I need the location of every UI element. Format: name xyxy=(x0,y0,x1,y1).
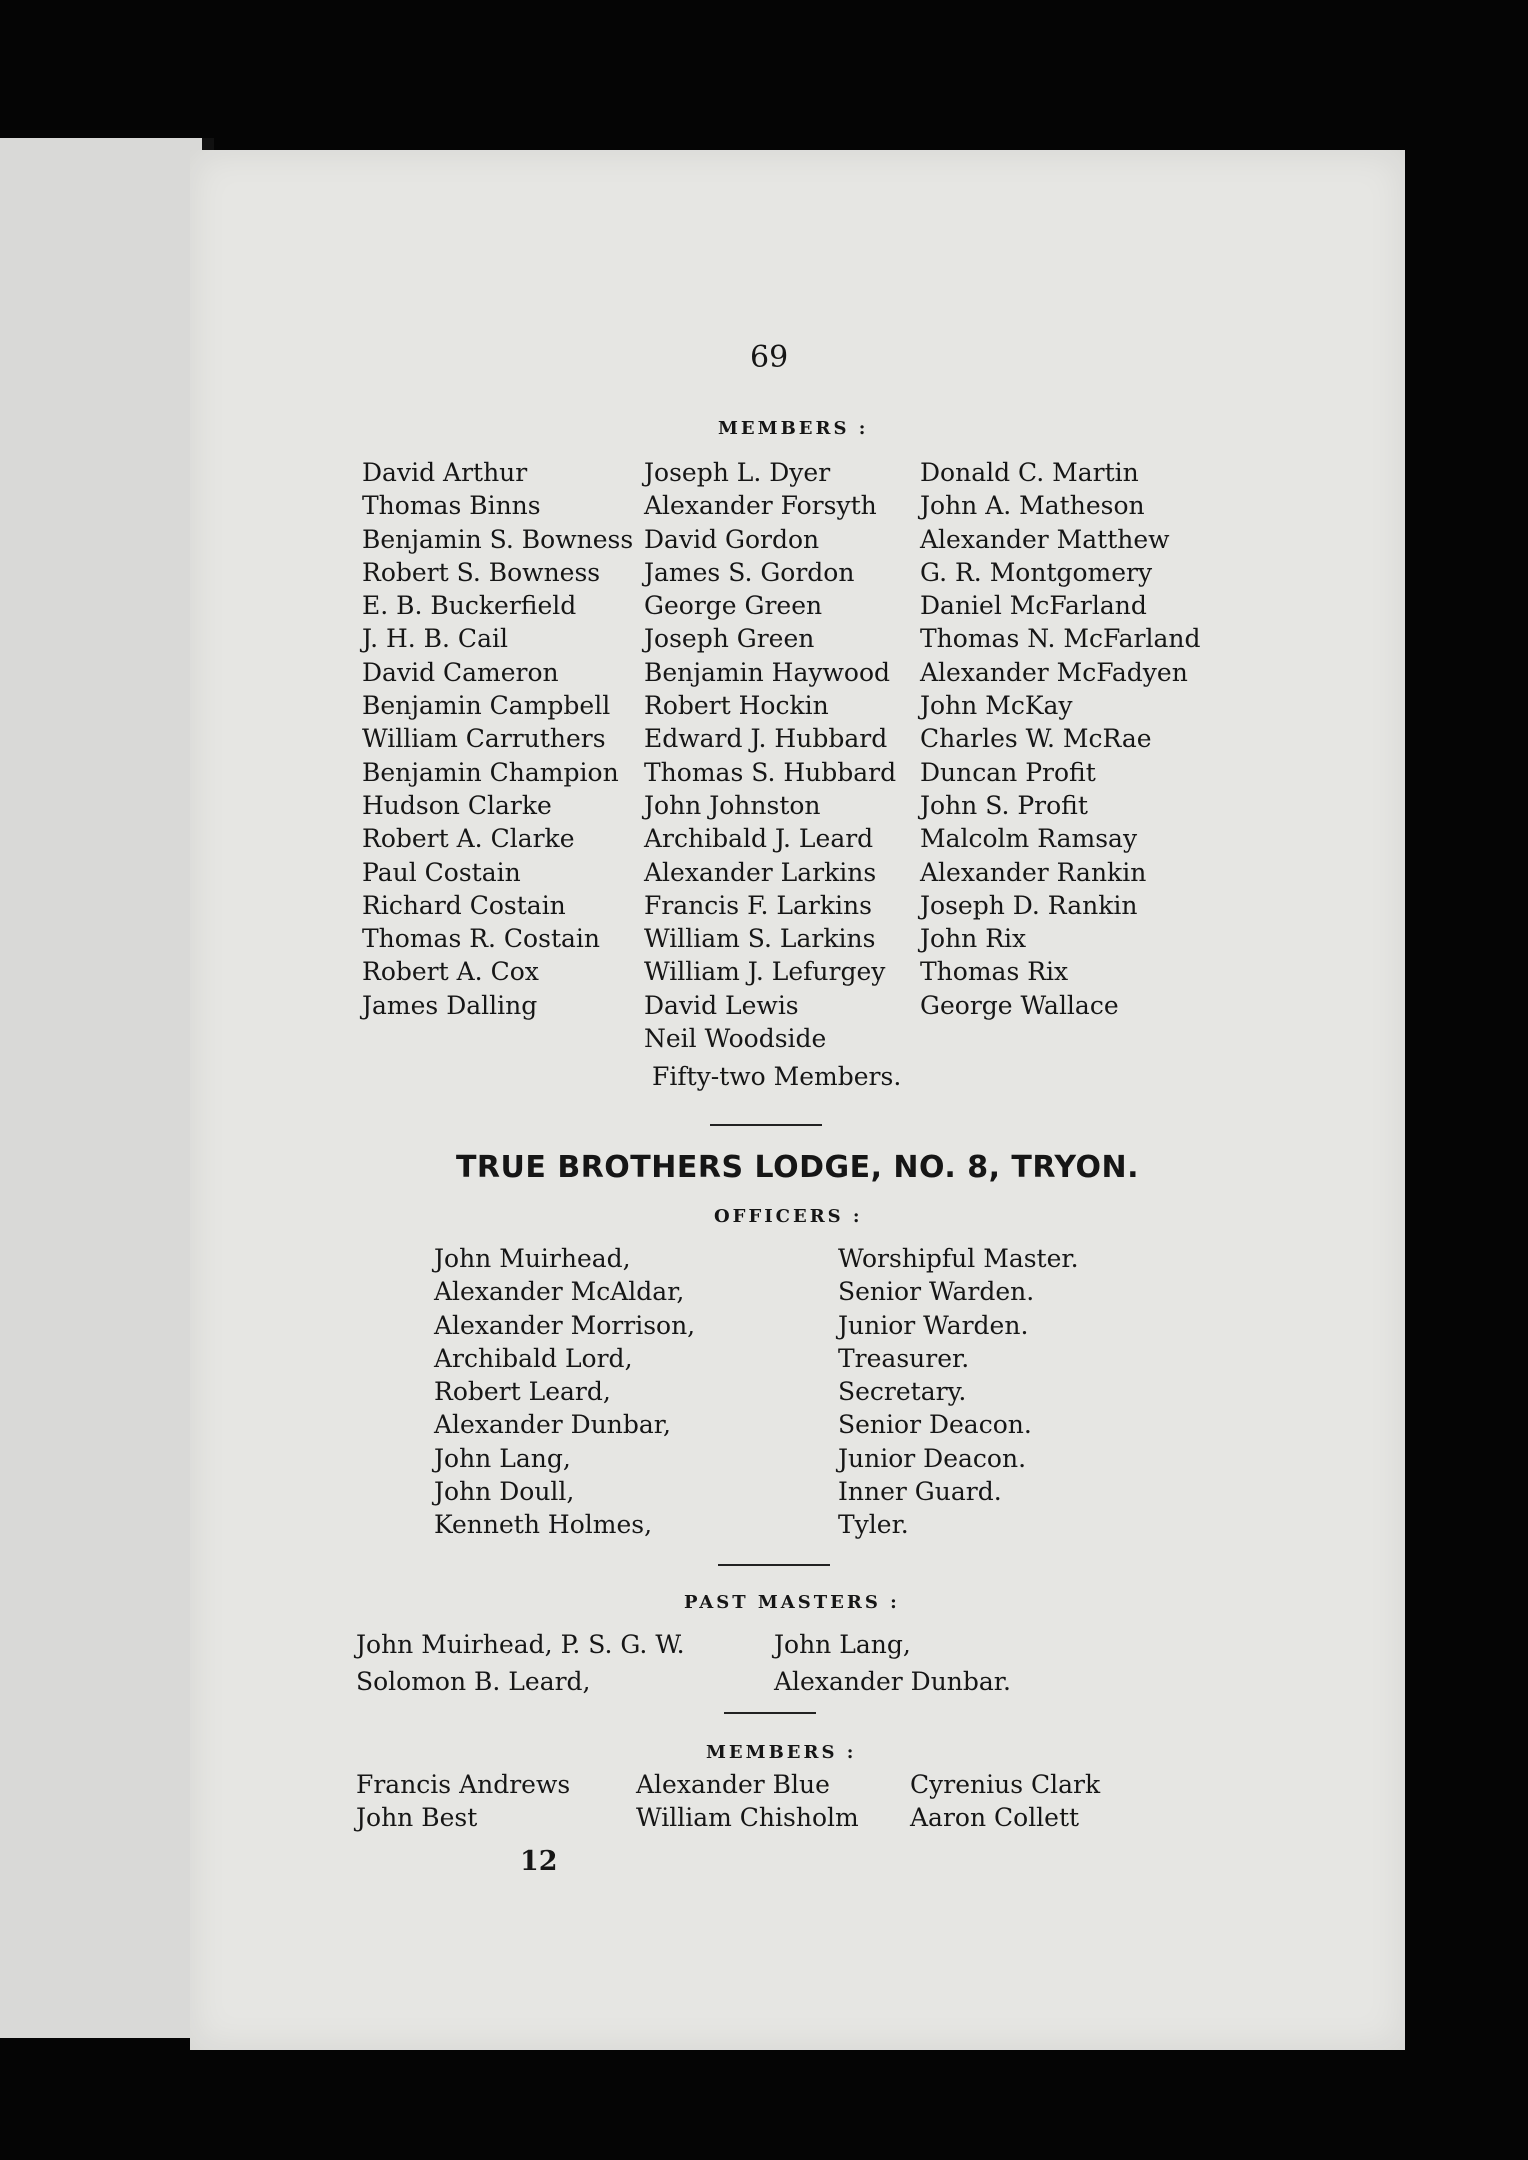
officer-name: Alexander Morrison, xyxy=(434,1310,696,1340)
officer-office: Junior Warden. xyxy=(838,1310,1029,1340)
officers-heading: OFFICERS : xyxy=(714,1206,863,1227)
member-name: James S. Gordon xyxy=(644,557,855,587)
member-name: George Wallace xyxy=(920,990,1119,1020)
member-name: John A. Matheson xyxy=(920,491,1145,521)
members-column-1 xyxy=(362,456,633,1022)
member-name: John S. Profit xyxy=(920,790,1088,820)
lodge-title: TRUE BROTHERS LODGE, NO. 8, TRYON. xyxy=(455,1150,1140,1185)
member-name: Hudson Clarke xyxy=(362,790,552,820)
members2-column-3 xyxy=(910,1768,1100,1834)
officer-office: Inner Guard. xyxy=(838,1477,1002,1507)
member-name: William Chisholm xyxy=(636,1803,859,1832)
officer-office: Senior Deacon. xyxy=(838,1410,1032,1440)
past-master-name: Solomon B. Leard, xyxy=(356,1667,591,1696)
member-name: Daniel McFarland xyxy=(920,591,1147,621)
members-column-3 xyxy=(920,456,1201,1022)
officer-name: John Lang, xyxy=(434,1443,571,1473)
officer-name: John Muirhead, xyxy=(434,1244,631,1273)
member-name: David Lewis xyxy=(644,990,799,1020)
members2-column-1 xyxy=(356,1768,570,1834)
members2-column-2 xyxy=(636,1768,859,1834)
officer-office: Treasurer. xyxy=(838,1343,970,1373)
member-name: David Cameron xyxy=(362,657,559,687)
section-divider xyxy=(724,1712,816,1714)
member-name: David Arthur xyxy=(362,458,528,487)
officer-office: Tyler. xyxy=(838,1510,909,1540)
member-name: William S. Larkins xyxy=(644,924,876,954)
sheet-signature-number: 12 xyxy=(520,1846,558,1877)
members-total: Fifty-two Members. xyxy=(652,1062,902,1091)
officer-name: Alexander Dunbar, xyxy=(434,1410,671,1440)
section-divider xyxy=(718,1564,830,1566)
member-name: Alexander Blue xyxy=(636,1770,830,1799)
member-name: John Rix xyxy=(920,924,1027,954)
past-master-name: Alexander Dunbar. xyxy=(774,1667,1011,1696)
member-name: John McKay xyxy=(920,691,1073,721)
member-name: Joseph L. Dyer xyxy=(644,458,831,487)
member-name: James Dalling xyxy=(362,990,538,1020)
member-name: Cyrenius Clark xyxy=(910,1770,1101,1799)
member-name: Alexander Larkins xyxy=(644,857,877,887)
member-name: Donald C. Martin xyxy=(920,458,1139,487)
member-name: Joseph Green xyxy=(644,624,815,654)
member-name: Robert S. Bowness xyxy=(362,557,601,587)
member-name: Alexander Rankin xyxy=(920,857,1147,887)
officer-office: Junior Deacon. xyxy=(838,1443,1027,1473)
member-name: Thomas S. Hubbard xyxy=(644,757,897,787)
past-masters-left xyxy=(356,1626,685,1700)
member-name: Alexander Forsyth xyxy=(644,491,877,521)
member-name: J. H. B. Cail xyxy=(362,624,508,654)
member-name: Francis F. Larkins xyxy=(644,890,872,920)
member-name: Charles W. McRae xyxy=(920,724,1152,754)
officer-name: Alexander McAldar, xyxy=(434,1277,685,1307)
officer-office: Senior Warden. xyxy=(838,1277,1035,1307)
past-master-name: John Lang, xyxy=(774,1630,911,1659)
member-name: Aaron Collett xyxy=(910,1803,1080,1832)
past-master-name: John Muirhead, P. S. G. W. xyxy=(356,1630,685,1659)
member-name: Robert A. Cox xyxy=(362,957,539,987)
members-column-2 xyxy=(644,456,896,1055)
member-name: Benjamin S. Bowness xyxy=(362,524,634,554)
officer-name: Robert Leard, xyxy=(434,1377,611,1407)
member-name: Malcolm Ramsay xyxy=(920,824,1138,854)
member-name: Robert A. Clarke xyxy=(362,824,575,854)
member-name: George Green xyxy=(644,591,823,621)
facing-page-edge xyxy=(0,138,214,2038)
members-heading-2: MEMBERS : xyxy=(706,1742,857,1763)
member-name: E. B. Buckerfield xyxy=(362,591,577,621)
member-name: Edward J. Hubbard xyxy=(644,724,888,754)
member-name: Thomas Rix xyxy=(920,957,1069,987)
member-name: Thomas N. McFarland xyxy=(920,624,1201,654)
member-name: Thomas R. Costain xyxy=(362,924,600,954)
past-masters-right xyxy=(774,1626,1011,1700)
member-name: Alexander McFadyen xyxy=(920,657,1188,687)
officer-name: Kenneth Holmes, xyxy=(434,1510,653,1540)
officer-office: Secretary. xyxy=(838,1377,967,1407)
member-name: John Johnston xyxy=(644,790,821,820)
member-name: Duncan Profit xyxy=(920,757,1096,787)
officer-names xyxy=(434,1242,695,1542)
book-page xyxy=(190,150,1405,2050)
member-name: Benjamin Champion xyxy=(362,757,619,787)
member-name: Paul Costain xyxy=(362,857,521,887)
member-name: David Gordon xyxy=(644,524,820,554)
member-name: Neil Woodside xyxy=(644,1024,827,1054)
member-name: Francis Andrews xyxy=(356,1770,571,1799)
member-name: Alexander Matthew xyxy=(920,524,1170,554)
section-divider xyxy=(710,1124,822,1126)
member-name: Robert Hockin xyxy=(644,691,829,721)
member-name: Joseph D. Rankin xyxy=(920,890,1138,920)
member-name: Benjamin Campbell xyxy=(362,691,611,721)
member-name: Richard Costain xyxy=(362,890,566,920)
past-masters-heading: PAST MASTERS : xyxy=(684,1592,900,1613)
member-name: William Carruthers xyxy=(362,724,606,754)
member-name: William J. Lefurgey xyxy=(644,957,886,987)
officer-name: Archibald Lord, xyxy=(434,1343,633,1373)
member-name: Benjamin Haywood xyxy=(644,657,891,687)
member-name: Thomas Binns xyxy=(362,491,541,521)
officer-name: John Doull, xyxy=(434,1477,575,1507)
member-name: John Best xyxy=(356,1803,478,1832)
member-name: G. R. Montgomery xyxy=(920,557,1153,587)
member-name: Archibald J. Leard xyxy=(644,824,874,854)
officer-office: Worshipful Master. xyxy=(838,1244,1079,1273)
officer-offices xyxy=(838,1242,1079,1542)
members-heading: MEMBERS : xyxy=(718,418,869,439)
page-number: 69 xyxy=(750,340,789,375)
